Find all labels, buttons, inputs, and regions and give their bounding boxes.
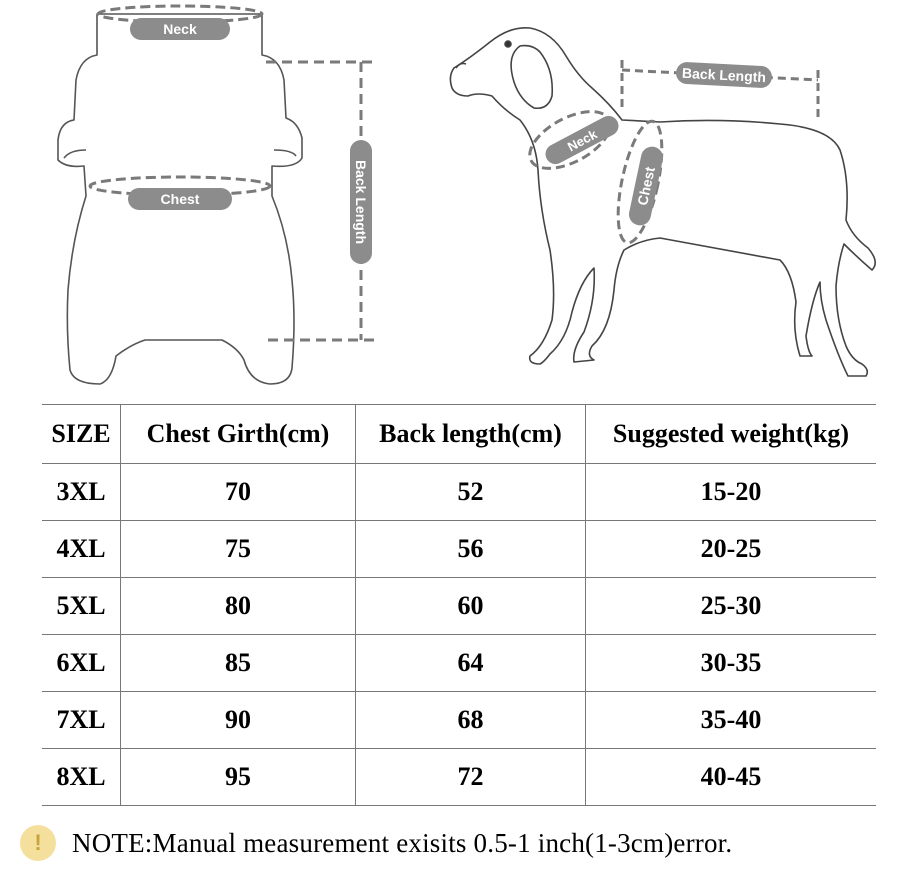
svg-text:Chest: Chest bbox=[634, 165, 658, 207]
cell-suggested-weight: 30-35 bbox=[586, 635, 877, 692]
dog-chest-label bbox=[627, 145, 665, 228]
cell-size: 8XL bbox=[42, 749, 121, 806]
exclamation-icon: ! bbox=[20, 825, 56, 861]
cell-size: 4XL bbox=[42, 521, 121, 578]
dog-neck-label bbox=[542, 112, 622, 167]
header-chest-girth: Chest Girth(cm) bbox=[121, 405, 356, 464]
cell-suggested-weight: 25-30 bbox=[586, 578, 877, 635]
cell-suggested-weight: 40-45 bbox=[586, 749, 877, 806]
table-row bbox=[42, 521, 876, 578]
table-header-row bbox=[42, 405, 876, 464]
note-text: NOTE:Manual measurement exisits 0.5-1 inch(1-3cm)error. bbox=[72, 827, 733, 858]
cell-size: 7XL bbox=[42, 692, 121, 749]
dog-back-length-label bbox=[675, 62, 772, 89]
cell-chest-girth: 80 bbox=[121, 578, 356, 635]
svg-text:Neck: Neck bbox=[163, 21, 197, 37]
coat-back-length-label bbox=[350, 140, 372, 264]
cell-size: 6XL bbox=[42, 635, 121, 692]
cell-back-length: 56 bbox=[356, 521, 586, 578]
measurement-note bbox=[20, 822, 732, 864]
cell-back-length: 72 bbox=[356, 749, 586, 806]
size-diagram bbox=[0, 0, 910, 400]
cell-chest-girth: 75 bbox=[121, 521, 356, 578]
cell-back-length: 60 bbox=[356, 578, 586, 635]
svg-text:Neck: Neck bbox=[564, 126, 600, 155]
cell-chest-girth: 90 bbox=[121, 692, 356, 749]
header-size: SIZE bbox=[42, 405, 121, 464]
header-suggested-weight: Suggested weight(kg) bbox=[586, 405, 877, 464]
size-chart-table bbox=[42, 404, 876, 806]
cell-suggested-weight: 20-25 bbox=[586, 521, 877, 578]
table-row bbox=[42, 464, 876, 521]
table-row bbox=[42, 692, 876, 749]
cell-back-length: 52 bbox=[356, 464, 586, 521]
table-row bbox=[42, 578, 876, 635]
svg-text:Back Length: Back Length bbox=[353, 159, 369, 245]
cell-chest-girth: 85 bbox=[121, 635, 356, 692]
cell-suggested-weight: 35-40 bbox=[586, 692, 877, 749]
cell-chest-girth: 95 bbox=[121, 749, 356, 806]
cell-chest-girth: 70 bbox=[121, 464, 356, 521]
cell-back-length: 64 bbox=[356, 635, 586, 692]
coat-neck-label bbox=[130, 18, 230, 40]
cell-size: 3XL bbox=[42, 464, 121, 521]
svg-text:Back Length: Back Length bbox=[681, 64, 767, 86]
coat-chest-label bbox=[128, 188, 232, 210]
cell-back-length: 68 bbox=[356, 692, 586, 749]
svg-text:Chest: Chest bbox=[160, 191, 200, 207]
cell-suggested-weight: 15-20 bbox=[586, 464, 877, 521]
header-back-length: Back length(cm) bbox=[356, 405, 586, 464]
table-row bbox=[42, 749, 876, 806]
cell-size: 5XL bbox=[42, 578, 121, 635]
table-row bbox=[42, 635, 876, 692]
